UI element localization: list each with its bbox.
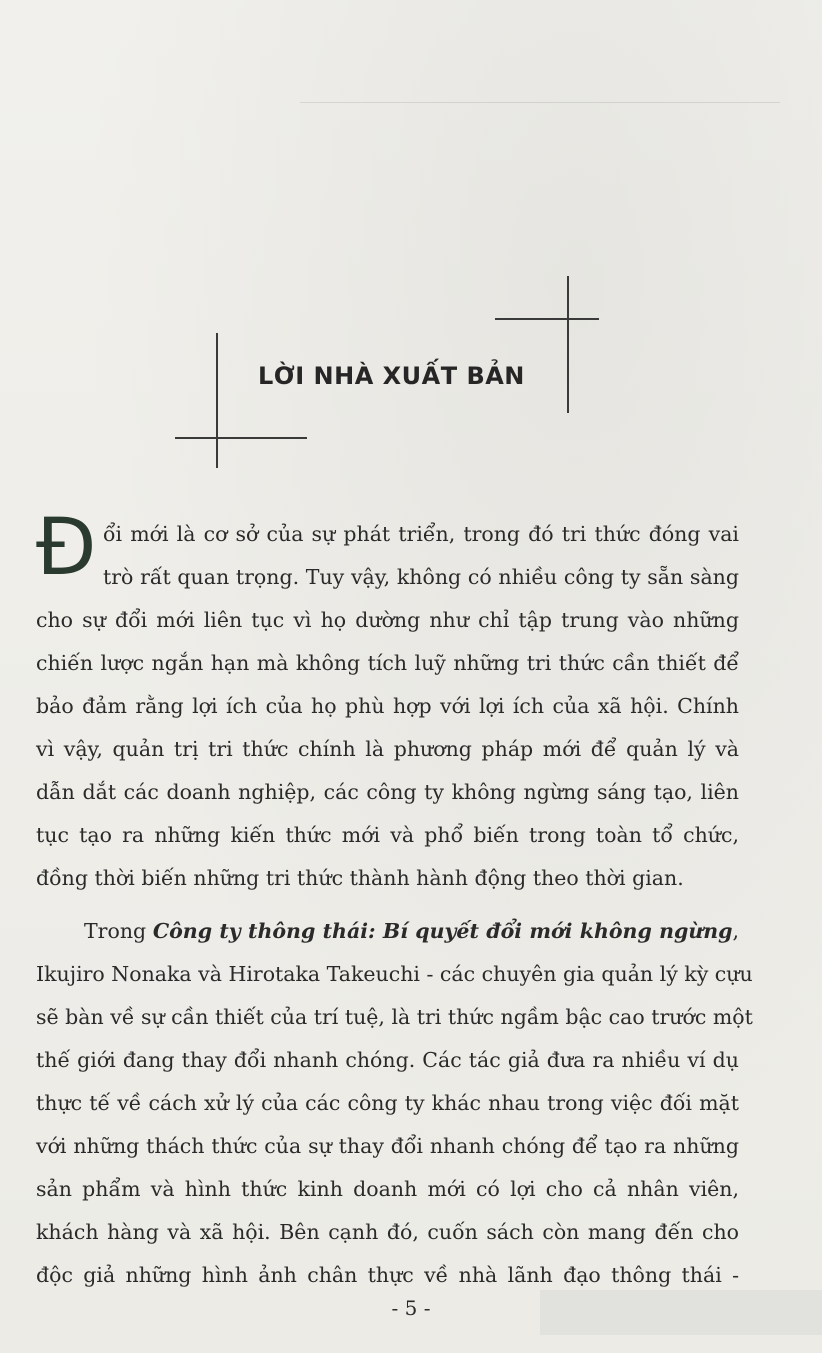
paragraph-1-line: trò rất quan trọng. Tuy vậy, không có nhiều công ty sẵn sàng <box>103 565 739 589</box>
title-frame-vertical-left <box>216 333 218 468</box>
drop-cap: Đ <box>36 503 97 593</box>
paragraph-2-line: Ikujiro Nonaka và Hirotaka Takeuchi - các chuyên gia quản lý kỳ cựu <box>36 962 753 986</box>
paragraph-1-line: tục tạo ra những kiến thức mới và phổ biến trong toàn tổ chức, <box>36 823 739 847</box>
bleed-through-header <box>300 70 780 94</box>
paragraph-1-line: đồng thời biến những tri thức thành hành động theo thời gian. <box>36 866 684 890</box>
paragraph-1-line: ổi mới là cơ sở của sự phát triển, trong đó tri thức đóng vai <box>103 522 739 546</box>
paragraph-2-line: sẽ bàn về sự cần thiết của trí tuệ, là tri thức ngầm bậc cao trước một <box>36 1005 753 1029</box>
paragraph-1-line: dẫn dắt các doanh nghiệp, các công ty không ngừng sáng tạo, liên <box>36 780 739 804</box>
paragraph-2-intro: Trong <box>84 919 153 943</box>
paragraph-2-line: với những thách thức của sự thay đổi nhanh chóng để tạo ra những <box>36 1134 739 1158</box>
paragraph-1-line: bảo đảm rằng lợi ích của họ phù hợp với lợi ích của xã hội. Chính <box>36 694 739 718</box>
page-title: LỜI NHÀ XUẤT BẢN <box>258 362 525 390</box>
paragraph-2-intro-end: , <box>732 919 739 943</box>
paragraph-2-first-line <box>84 918 739 944</box>
title-frame-horizontal-right <box>495 318 599 320</box>
paragraph-1-line: cho sự đổi mới liên tục vì họ dường như chỉ tập trung vào những <box>36 608 739 632</box>
paragraph-2-line: khách hàng và xã hội. Bên cạnh đó, cuốn sách còn mang đến cho <box>36 1220 739 1244</box>
paragraph-2-line: thực tế về cách xử lý của các công ty khác nhau trong việc đối mặt <box>36 1091 739 1115</box>
paragraph-2-line: thế giới đang thay đổi nhanh chóng. Các tác giả đưa ra nhiều ví dụ <box>36 1048 739 1072</box>
paragraph-1-line: vì vậy, quản trị tri thức chính là phương pháp mới để quản lý và <box>36 737 739 761</box>
paragraph-1-line: chiến lược ngắn hạn mà không tích luỹ những tri thức cần thiết để <box>36 651 739 675</box>
book-title: Công ty thông thái: Bí quyết đổi mới không ngừng <box>152 919 733 943</box>
title-frame-horizontal-left <box>175 437 307 439</box>
paragraph-2-line: độc giả những hình ảnh chân thực về nhà lãnh đạo thông thái - <box>36 1263 739 1287</box>
bleed-through-rule <box>300 102 780 103</box>
page-number: - 5 - <box>391 1296 431 1320</box>
title-frame-vertical-right <box>567 276 569 413</box>
paragraph-2-line: sản phẩm và hình thức kinh doanh mới có lợi cho cả nhân viên, <box>36 1177 739 1201</box>
